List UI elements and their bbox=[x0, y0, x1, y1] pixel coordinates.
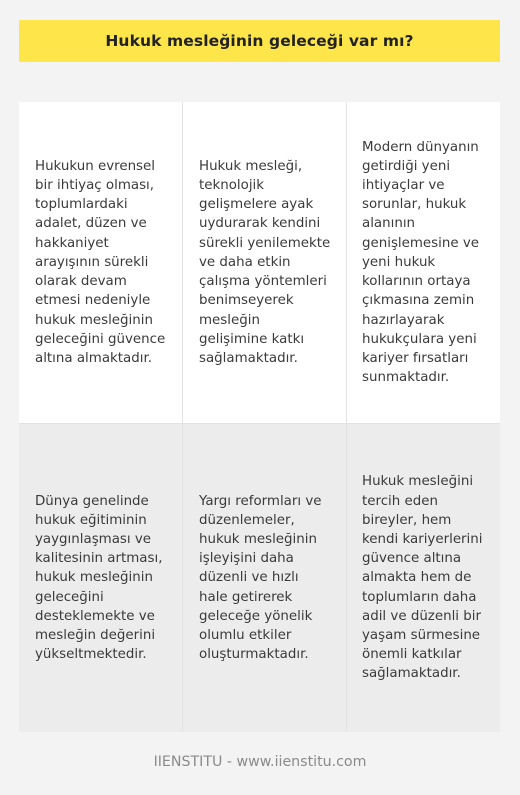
grid-cell: Dünya genelinde hukuk eğitiminin yaygınlaşması ve kalitesinin artması, hukuk mesleğinin geleceğini desteklemekte ve mesleğin değerini yükseltmektedir. bbox=[19, 424, 183, 732]
grid-cell: Hukukun evrensel bir ihtiyaç olması, toplumlardaki adalet, düzen ve hakkaniyet arayışının sürekli olarak devam etmesi nedeniyle hukuk mesleğinin geleceğini güvence altına almaktadır. bbox=[19, 102, 183, 424]
grid-cell: Yargı reformları ve düzenlemeler, hukuk mesleğinin işleyişini daha düzenli ve hızlı hale getirerek geleceğe yönelik olumlu etkiler oluşturmaktadır. bbox=[183, 424, 347, 732]
title-banner bbox=[19, 20, 500, 62]
footer-credit: IIENSTITU - www.iienstitu.com bbox=[153, 754, 367, 770]
grid-cell: Hukuk mesleğini tercih eden bireyler, hem kendi kariyerlerini güvence altına almakta hem de toplumların daha adil ve düzenli bir yaşam sürmesine önemli katkılar sağlamaktadır. bbox=[347, 424, 500, 732]
grid-cell: Modern dünyanın getirdiği yeni ihtiyaçlar ve sorunlar, hukuk alanının genişlemesine ve yeni hukuk kollarının ortaya çıkmasına zemin hazırlayarak hukukçulara yeni kariyer fırsatları sunmaktadır. bbox=[347, 102, 500, 424]
page-title: Hukuk mesleğinin geleceği var mı? bbox=[105, 32, 414, 50]
grid-cell: Hukuk mesleği, teknolojik gelişmelere ayak uydurarak kendini sürekli yenilemekte ve daha etkin çalışma yöntemleri benimseyerek mesleğin gelişimine katkı sağlamaktadır. bbox=[183, 102, 347, 424]
content-grid bbox=[19, 102, 500, 732]
